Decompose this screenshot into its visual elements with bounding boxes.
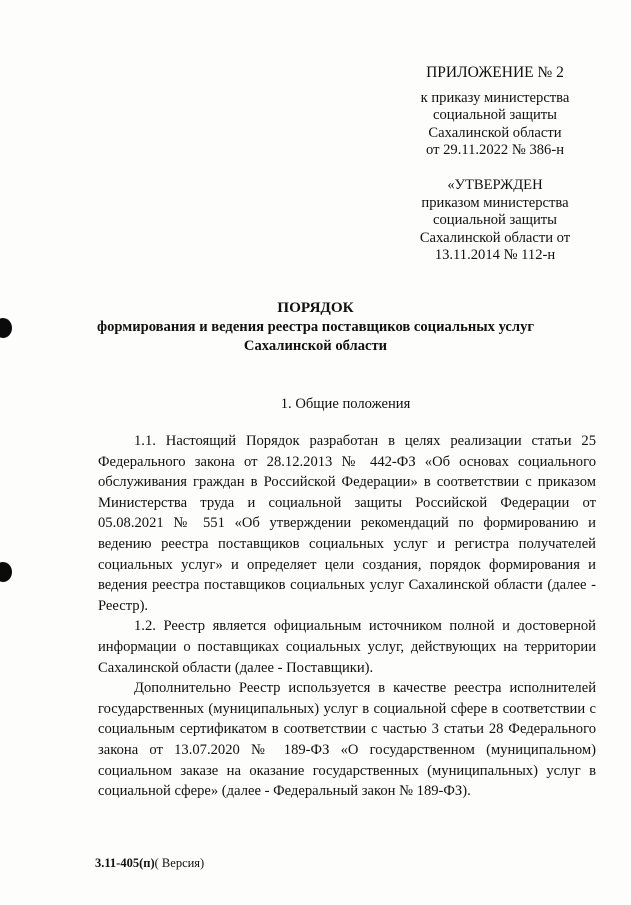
document-footer	[95, 856, 204, 871]
title-line: Сахалинской области	[243, 338, 388, 354]
approved-stamp	[400, 177, 590, 265]
appendix-line: от 29.11.2022 № 386-н	[425, 142, 565, 159]
paragraph: Дополнительно Реестр используется в качестве реестра исполнителей государственных (муниципальных) услуг в социальной сфере в соответствии с социальным сертификатом в соответствии с частью 3 статьи 28 Федерального закона от 13.07.2020 № 189-ФЗ «О государственном (муниципальном) социальном заказе на оказание государственных (муниципальных) услуг в социальной сфере» (далее - Федеральный закон № 189-ФЗ).	[98, 680, 596, 800]
approved-line: 13.11.2014 № 112-н	[434, 247, 556, 264]
appendix-heading: ПРИЛОЖЕНИЕ № 2	[426, 64, 564, 81]
approved-heading: «УТВЕРЖДЕН	[447, 177, 543, 193]
document-body	[98, 431, 596, 802]
paragraph: 1.1. Настоящий Порядок разработан в целях реализации статьи 25 Федерального закона от 28.12.2013 № 442-ФЗ «Об основах социального обслуживания граждан в Российской Федерации» в соответствии с приказом Министерства труда и социальной защиты Российской Федерации от 05.08.2021 № 551 «Об утверждении рекомендаций по формированию и ведению реестра поставщиков социальных услуг и регистра получателей социальных услуг» и определяет цели создания, порядок формирования и ведения реестра поставщиков социальных услуг Сахалинской области (далее - Реестр).	[98, 433, 596, 614]
appendix-line: социальной защиты	[433, 107, 557, 124]
footer-code: 3.11-405(п)	[95, 856, 155, 870]
appendix-line: Сахалинской области	[428, 124, 562, 141]
appendix-line: к приказу министерства	[420, 89, 570, 106]
document-title	[0, 298, 631, 357]
paragraph: 1.2. Реестр является официальным источником полной и достоверной информации о поставщиках социальных услуг, действующих на территории Сахалинской области (далее - Поставщики).	[98, 618, 596, 676]
title-main: ПОРЯДОК	[277, 299, 354, 316]
title-line: формирования и ведения реестра поставщиков социальных услуг	[96, 318, 535, 335]
appendix-stamp	[400, 64, 590, 160]
approved-line: Сахалинской области от	[419, 229, 571, 246]
section-heading: 1. Общие положения	[280, 396, 411, 412]
approved-line: социальной защиты	[433, 212, 557, 229]
punch-hole-bottom	[0, 562, 12, 582]
approved-line: приказом министерства	[421, 194, 569, 211]
footer-version: ( Версия)	[154, 856, 205, 870]
